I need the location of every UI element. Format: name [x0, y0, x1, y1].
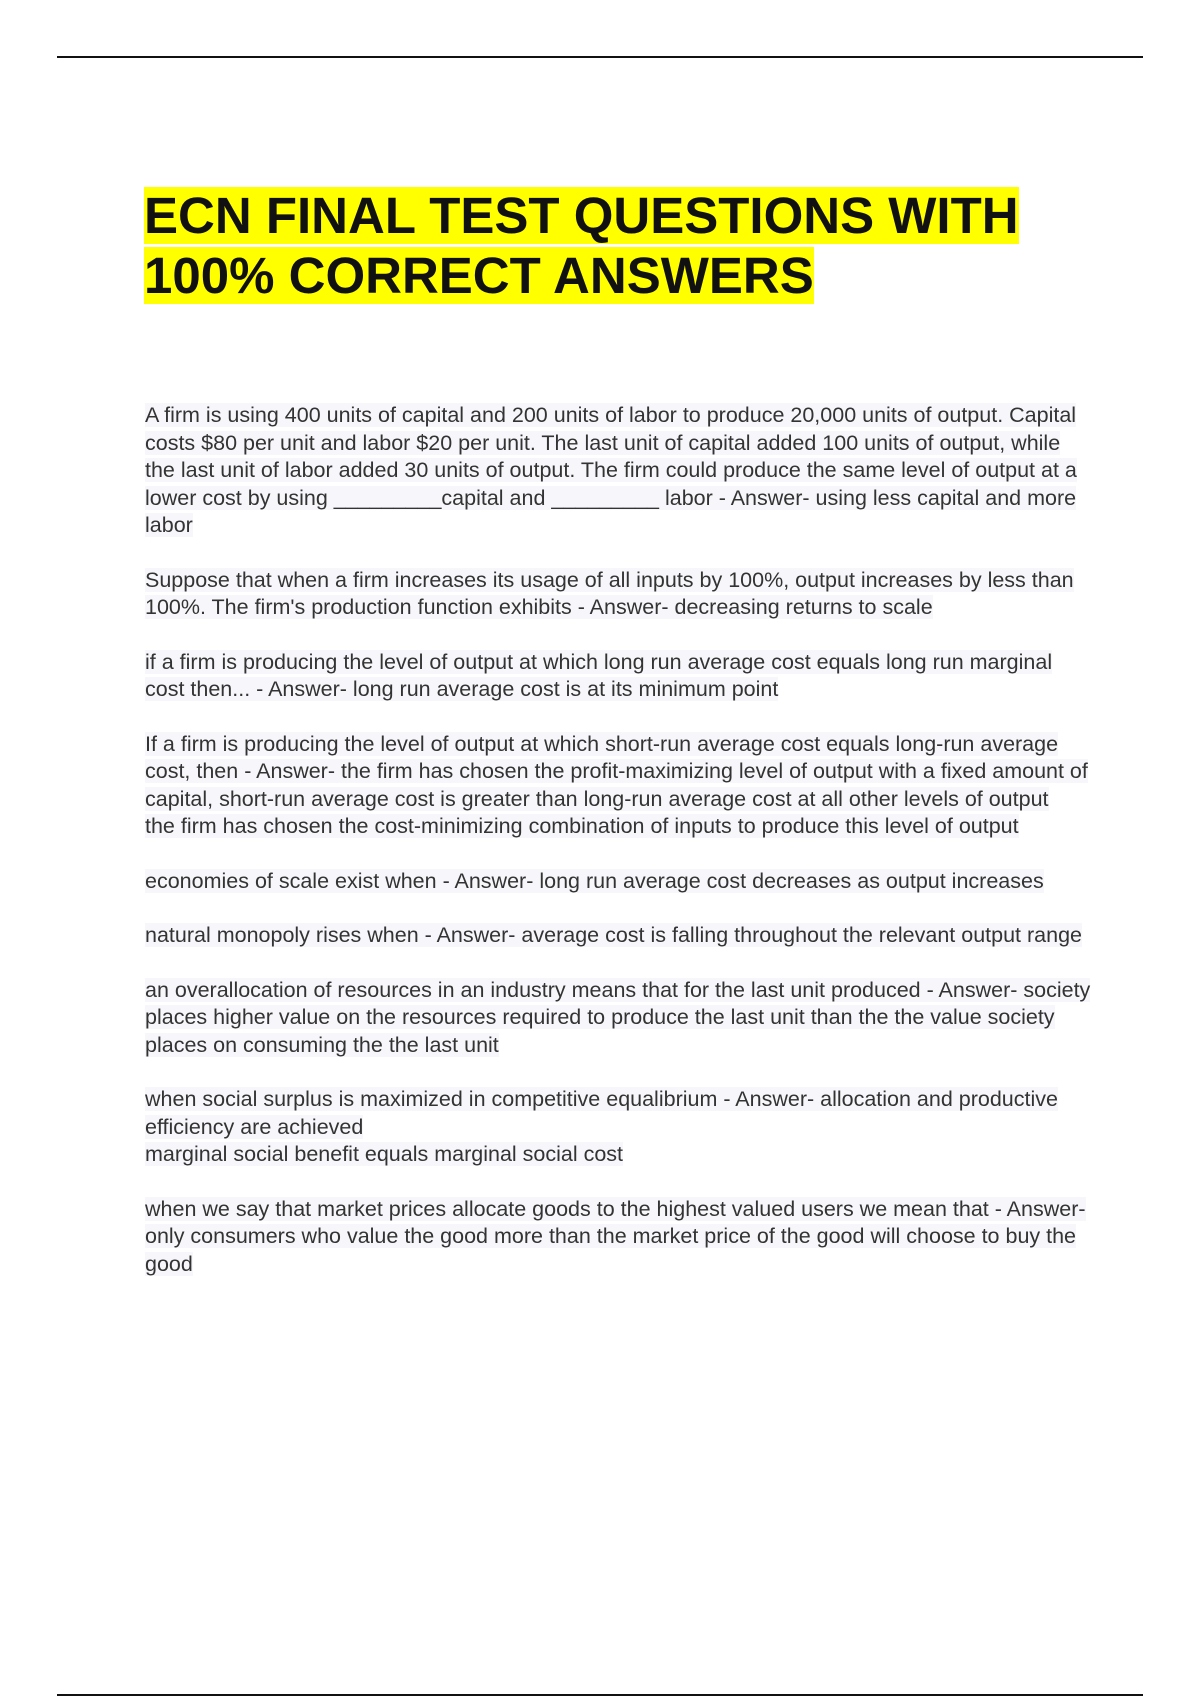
qa-text: an overallocation of resources in an industry means that for the last unit produced - Answer- society places higher value on the resources required to produce the last unit than the the value society places on consuming the the last unit: [145, 977, 1091, 1057]
qa-line: [145, 567, 1095, 622]
qa-list: [145, 402, 1095, 1305]
qa-text: If a firm is producing the level of output at which short-run average cost equals long-run average cost, then - Answer- the firm has chosen the profit-maximizing level of output with a fixed amount of capital, short-run average cost is greater than long-run average cost at all other levels of output: [145, 731, 1088, 811]
qa-item: [145, 567, 1095, 622]
qa-item: [145, 1086, 1095, 1169]
qa-line: [145, 868, 1095, 896]
qa-item: [145, 1196, 1095, 1279]
qa-text: A firm is using 400 units of capital and 200 units of labor to produce 20,000 units of output. Capital costs $80 per unit and labor $20 per unit. The last unit of capital added 100 units of output, while the last unit of labor added 30 units of output. The firm could produce the same level of output at a lower cost by using _________capital and _________ labor - Answer- using less capital and more labor: [145, 403, 1077, 537]
qa-line: [145, 1196, 1095, 1279]
qa-text: natural monopoly rises when - Answer- average cost is falling throughout the relevant output range: [145, 923, 1082, 947]
qa-text: the firm has chosen the cost-minimizing combination of inputs to produce this level of output: [145, 814, 1019, 838]
qa-line: [145, 922, 1095, 950]
document-title: [144, 186, 1074, 306]
qa-text: marginal social benefit equals marginal social cost: [145, 1142, 624, 1166]
qa-item: [145, 649, 1095, 704]
footer-rule: [57, 1694, 1143, 1696]
qa-item: [145, 922, 1095, 950]
qa-item: [145, 977, 1095, 1060]
qa-item: [145, 731, 1095, 841]
qa-text: Suppose that when a firm increases its usage of all inputs by 100%, output increases by less than 100%. The firm's production function exhibits - Answer- decreasing returns to scale: [145, 567, 1074, 619]
qa-line: [145, 649, 1095, 704]
qa-text: if a firm is producing the level of output at which long run average cost equals long run marginal cost then... - Answer- long run average cost is at its minimum point: [145, 649, 1053, 701]
qa-line: [145, 977, 1095, 1060]
qa-text: when we say that market prices allocate goods to the highest valued users we mean that - Answer- only consumers who value the good more than the market price of the good will choose to buy the good: [145, 1196, 1086, 1276]
qa-line: [145, 731, 1095, 814]
document-title-text: ECN FINAL TEST QUESTIONS WITH 100% CORRECT ANSWERS: [144, 187, 1019, 304]
qa-line: [145, 1141, 1095, 1169]
qa-text: economies of scale exist when - Answer- long run average cost decreases as output increases: [145, 868, 1044, 893]
qa-text: when social surplus is maximized in competitive equalibrium - Answer- allocation and productive efficiency are achieved: [145, 1087, 1058, 1139]
qa-line: [145, 813, 1095, 841]
qa-line: [145, 1086, 1095, 1141]
qa-line: [145, 402, 1095, 540]
qa-item: [145, 868, 1095, 896]
qa-item: [145, 402, 1095, 540]
header-rule: [57, 56, 1143, 58]
